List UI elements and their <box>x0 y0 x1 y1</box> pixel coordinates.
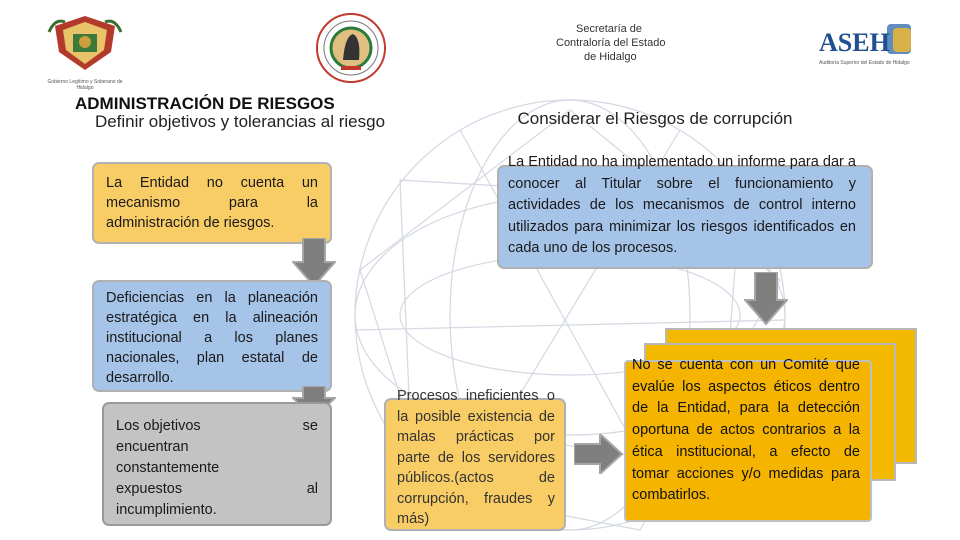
objectives-line5: incumplimiento. <box>116 502 217 518</box>
objectives-line1: Los objetivos <box>116 418 201 434</box>
corruption-risk-heading: Considerar el Riesgos de corrupción <box>517 109 793 128</box>
objectives-line3: constantemente <box>116 460 220 476</box>
objectives-line4: expuestos <box>116 481 183 497</box>
inefficient-processes-text: Procesos ineficientes o la posible existencia de malas prácticas por parte de los servidores públicos.(actos de corrupción, fraudes y más) <box>397 388 555 527</box>
objectives-se: se <box>302 418 318 434</box>
secretaria-line3: de Hidalgo <box>584 51 637 63</box>
objectives-line2: encuentran <box>116 439 189 455</box>
objectives-al: al <box>306 481 318 497</box>
hidalgo-logo-caption: Gobierno Legítimo y Soberano de Hidalgo <box>47 79 123 91</box>
section-title: ADMINISTRACIÓN DE RIESGOS <box>75 94 335 113</box>
no-risk-mechanism-text: La Entidad no cuenta un mecanismo para la administración de riesgos. <box>106 175 318 231</box>
no-risk-mechanism-box <box>92 162 332 244</box>
planning-deficiencies-box <box>92 280 332 392</box>
asei-logo <box>815 22 915 82</box>
down-arrow-icon <box>744 272 788 326</box>
secretaria-line2: Contraloría del Estado <box>556 37 666 49</box>
no-report-text: La Entidad no ha implementado un informe para dar a conocer al Titular sobre el funcionamiento y actividades de los mecanismos de control interno utilizados para minimizar los riesgos identificados en cada uno de los procesos. <box>508 154 856 257</box>
section-subtitle: Definir objetivos y tolerancias al riesgo <box>94 112 386 131</box>
asei-text: ASEH <box>819 28 890 57</box>
no-ethics-committee-text: No se cuenta con un Comité que evalúe los aspectos éticos dentro de la Entidad, para la detección oportuna de actos contrarios a la ética institucional, a efecto de tomar acciones y/o medidas para combatirlos. <box>632 357 860 504</box>
planning-deficiencies-text: Deficiencias en la planeación estratégica en la alineación institucional a los planes nacionales, plan estatal de desarrollo. <box>106 290 318 386</box>
objectives-exposed-box <box>102 402 332 526</box>
seal-logo <box>315 12 387 84</box>
hidalgo-state-logo <box>45 12 125 90</box>
right-arrow-icon <box>574 434 624 474</box>
asei-caption: Auditoría Superior del Estado de Hidalgo <box>819 60 910 66</box>
secretaria-line1: Secretaría de <box>576 23 643 35</box>
secretaria-logo <box>556 22 666 64</box>
